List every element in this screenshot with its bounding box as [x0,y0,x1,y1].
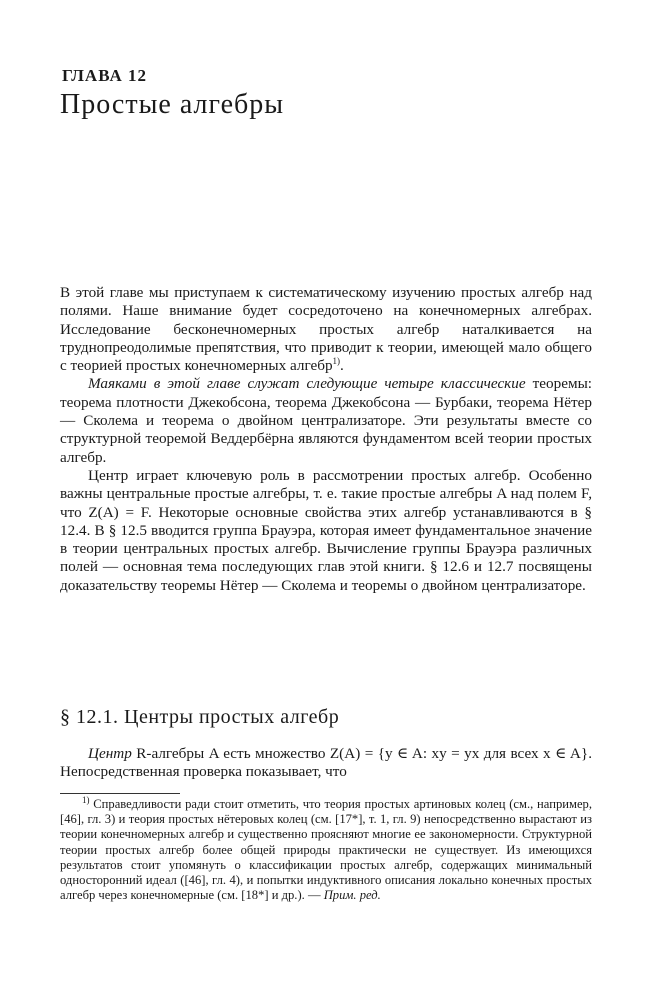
section-p1-italic: Центр [88,745,132,762]
intro-paragraph-1 [60,284,592,375]
chapter-label: ГЛАВА 12 [62,66,147,85]
footnote-ref: 1) [332,356,341,367]
footnote [60,794,592,903]
footnote-marker: 1) [82,794,90,805]
intro-p1-end: . [340,357,344,375]
section-p1-text: R-алгебры A есть множество Z(A) = {y ∈ A: xy = yx для всех x ∈ A}. Непосредственная проверка показывает, что [60,745,592,781]
section-text [60,745,592,782]
footnote-paragraph [60,794,592,903]
footnote-text: Справедливости ради стоит отметить, что теория простых артиновых колец (см., например, [46], гл. 3) и теория простых нётеровых колец (см. [17*], т. 1, гл. 9) непосредственно вырастают из теории конечномерных алгебр и существенно проясняют многие ее закономерности. Структурной теории простых алгебр более общей природы практически не существует. Из имеющихся результатов стоит упомянуть о классификации простых алгебр, содержащих минимальный односторонний идеал ([46], гл. 4), и попытки индуктивного описания локально конечных простых алгебр через конечномерные (см. [18*] и др.). — [60,797,592,903]
footnote-divider [60,793,180,794]
chapter-title: Простые алгебры [60,89,285,120]
footnote-signature: Прим. ред. [323,888,381,903]
intro-paragraph-3: Центр играет ключевую роль в рассмотрении простых алгебр. Особенно важны центральные простые алгебры, т. е. такие простые алгебры A над полем F, что Z(A) = F. Некоторые основные свойства этих алгебр устанавливаются в § 12.4. В § 12.5 вводится группа Брауэра, которая имеет фундаментальное значение в теории центральных простых алгебр. Вычисление группы Брауэра различных полей — основная тема последующих глав этой книги. § 12.6 и 12.7 посвящены доказательству теоремы Нётер — Сколема и теоремы о двойном централизаторе. [60,466,592,594]
intro-p2-italic: Маяками в этой главе служат следующие четыре классические [88,375,526,393]
intro-text [60,284,592,595]
intro-p1-text: В этой главе мы приступаем к систематическому изучению простых алгебр над полями. Наше внимание будет сосредоточено на конечномерных алгебрах. Исследование бесконечномерных простых алгебр наталкивается на труднопреодолимые препятствия, что приводит к теории, имеющей мало общего с теорией простых конечномерных алгебр [60,284,592,375]
section-heading: § 12.1. Центры простых алгебр [60,706,340,728]
intro-paragraph-2 [60,375,592,466]
section-paragraph-1 [60,745,592,782]
intro-p2-text: теоремы: теорема плотности Джекобсона, теорема Джекобсона — Бурбаки, теорема Нётер — Сколема и теорема о двойном централизаторе. Эти результаты вместе со структурной теоремой Веддербёрна являются фундаментом всей теории простых алгебр. [60,375,592,466]
